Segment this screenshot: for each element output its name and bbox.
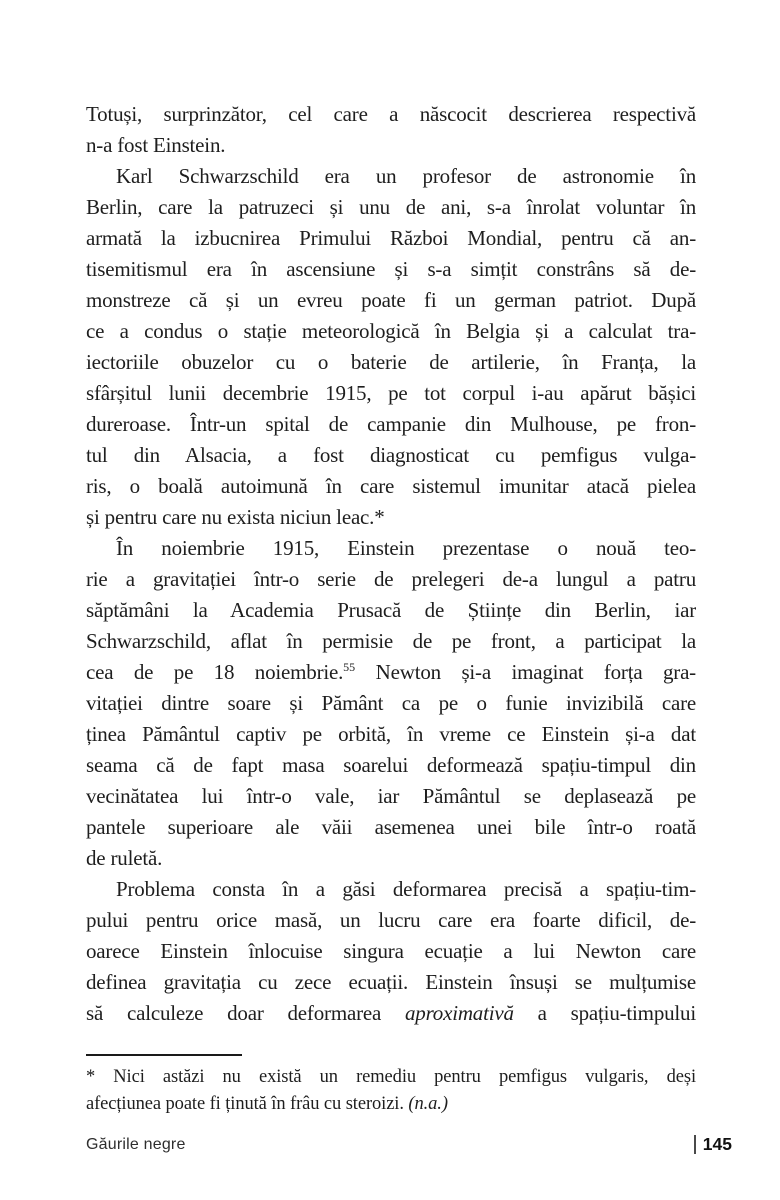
text-line: pantele superioare ale văii asemenea unei bile într-o roată (86, 815, 696, 839)
text-line: ce a condus o stație meteorologică în Belgia și a calculat tra- (86, 319, 696, 343)
page-number-separator (694, 1135, 696, 1154)
text-line: n-a fost Einstein. (86, 133, 226, 157)
page-footer (86, 1134, 732, 1155)
text-line: seama că de fapt masa soarelui deformează spațiu-timpul din (86, 753, 696, 777)
text-line: dureroase. Într-un spital de campanie din Mulhouse, pe fron- (86, 412, 696, 436)
text-line: rie a gravitației într-o serie de prelegeri de-a lungul a patru (86, 567, 696, 591)
text-line: Karl Schwarzschild era un profesor de astronomie în (116, 164, 696, 188)
text-line: În noiembrie 1915, Einstein prezentase o nouă teo- (116, 536, 696, 560)
text-line: iectoriile obuzelor cu o baterie de artilerie, în Franța, la (86, 350, 696, 374)
text-line: oarece Einstein înlocuise singura ecuație a lui Newton care (86, 939, 696, 963)
page-number: 145 (702, 1134, 732, 1154)
footnote-text (86, 1064, 696, 1118)
text-line: Totuși, surprinzător, cel care a născocit descrierea respectivă (86, 102, 696, 126)
text-line: Berlin, care la patruzeci și unu de ani, s-a înrolat voluntar în (86, 195, 696, 219)
text-line: ris, o boală autoimună în care sistemul imunitar atacă pielea (86, 474, 696, 498)
text-line: pului pentru orice masă, un lucru care era foarte dificil, de- (86, 908, 696, 932)
footnote (86, 1054, 696, 1118)
text-line: vecinătatea lui într-o vale, iar Pământul se deplasează pe (86, 784, 696, 808)
section-title: Găurile negre (86, 1135, 186, 1153)
text-line: ținea Pământul captiv pe orbită, în vreme ce Einstein și-a dat (86, 722, 696, 746)
text-line: Problema consta în a găsi deformarea precisă a spațiu-tim- (116, 877, 696, 901)
text-line: monstreze că și un evreu poate fi un german patriot. După (86, 288, 696, 312)
text-line: tisemitismul era în ascensiune și s-a simțit constrâns să de- (86, 257, 696, 281)
footnote-line: * Nici astăzi nu există un remediu pentru pemfigus vulgaris, deși (86, 1067, 696, 1087)
text-line: să calculeze doar deformarea aproximativă a spațiu-timpului (86, 1001, 696, 1025)
text-line: de ruletă. (86, 846, 163, 870)
body-text (86, 99, 696, 1029)
text-line: săptămâni la Academia Prusacă de Științe din Berlin, iar (86, 598, 696, 622)
text-line: vitației dintre soare și Pământ ca pe o funie invizibilă care (86, 691, 696, 715)
footnote-line: afecțiunea poate fi ținută în frâu cu steroizi. (n.a.) (86, 1094, 448, 1114)
text-line: tul din Alsacia, a fost diagnosticat cu pemfigus vulga- (86, 443, 696, 467)
text-line: sfârșitul lunii decembrie 1915, pe tot corpul i-au apărut bășici (86, 381, 696, 405)
page-number-group (694, 1134, 732, 1155)
text-line: Schwarzschild, aflat în permisie de pe front, a participat la (86, 629, 696, 653)
text-line: definea gravitația cu zece ecuații. Einstein însuși se mulțumise (86, 970, 696, 994)
text-line: armată la izbucnirea Primului Război Mondial, pentru că an- (86, 226, 696, 250)
footnote-rule (86, 1054, 242, 1056)
text-line: și pentru care nu exista niciun leac.* (86, 505, 385, 529)
text-line: cea de pe 18 noiembrie.$^{55}$ Newton și-a imaginat forța gra- (86, 660, 696, 684)
